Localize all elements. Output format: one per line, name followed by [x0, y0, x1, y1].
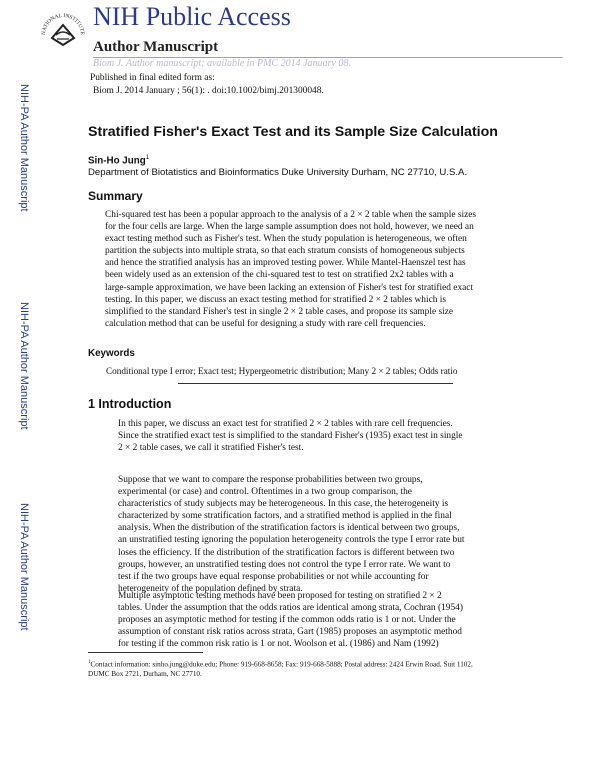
footnote-line-text: Contact information: sinho.jung@duke.edu; Phone: 919-668-8658; Fax: 919-668-5888; Postal address: 2424 Erwin Road, Suit 1102, — [90, 660, 473, 669]
introduction-paragraph — [118, 418, 518, 454]
text-line: In this paper, we discuss an exact test for stratified 2 × 2 tables with rare cell frequencies. — [118, 419, 453, 429]
text-line: Multiple asymptotic testing methods have been proposed for testing on stratified 2 × 2 — [118, 591, 442, 601]
keywords-list: Conditional type I error; Exact test; Hypergeometric distribution; Many 2 × 2 tables; Odds ratio — [106, 366, 458, 376]
author-affiliation: Department of Biotatistics and Bioinformatics Duke University Durham, NC 27710, U.S.A. — [88, 167, 468, 178]
summary-heading: Summary — [88, 189, 143, 203]
text-line: characteristics of study subjects may be heterogeneous. In this case, the heterogeneity is — [118, 499, 449, 510]
footnote-rule — [88, 652, 203, 653]
text-line: testing. In this paper, we discuss an exact testing method for stratified 2 × 2 tables which is — [105, 294, 447, 305]
text-line: experimental (or case) and control. Oftentimes in a two group comparison, the — [118, 487, 412, 498]
author-manuscript-label: Author Manuscript — [93, 39, 219, 55]
author-name — [88, 155, 149, 166]
text-line: been widely used as an extension of the chi-squared test to test on stratified 2x2 tables with a — [105, 270, 454, 281]
footnote — [88, 658, 528, 679]
text-line: Suppose that we want to compare the response probabilities between two groups, — [118, 475, 423, 485]
text-line: and hence the stratified analysis has an improved testing power. While Mantel-Haenszel test has — [105, 258, 466, 269]
side-watermark-label: NIH-PA Author Manuscript — [18, 302, 30, 430]
introduction-paragraph — [118, 590, 518, 650]
published-label: Published in final edited form as: — [90, 73, 215, 83]
author-name-text: Sin-Ho Jung — [88, 155, 146, 167]
footnote-line — [88, 658, 528, 669]
text-line: an unstratified testing ignoring the population heterogeneity controls the type I error rate but — [118, 535, 465, 546]
introduction-heading: 1 Introduction — [88, 397, 172, 411]
nih-public-access-title: NIH Public Access — [93, 2, 291, 31]
text-line: for testing if the common risk ratio is 1 or not. Woolson et al. (1986) and Nam (1992) — [118, 639, 439, 650]
text-line: for the four cells are large. When the large sample assumption does not hold, however, we need an — [105, 222, 474, 233]
text-line: analysis. When the distribution of the stratification factors is identical between two groups, — [118, 523, 460, 534]
paper-title: Stratified Fisher's Exact Test and its Sample Size Calculation — [88, 124, 498, 140]
text-line: characterized by some stratification factors, and a stratified method is applied in the final — [118, 511, 452, 522]
nih-logo — [40, 5, 86, 61]
text-line: exact testing method such as Fisher's test. When the study population is heterogeneous, we often — [105, 234, 467, 245]
text-line: simplified to the standard Fisher's test in single 2 × 2 table cases, and propose its sample size — [105, 306, 454, 317]
keywords-heading: Keywords — [88, 348, 135, 359]
text-line: assumption of constant risk ratios across strata, Gart (1985) proposes an asymptotic method — [118, 627, 462, 638]
text-line: Chi-squared test has been a popular approach to the analysis of a 2 × 2 table when the sample sizes — [105, 210, 477, 220]
text-line: test if the two groups have equal response probabilities or not while accounting for — [118, 571, 429, 582]
publication-citation: Biom J. 2014 January ; 56(1): . doi:10.1002/bimj.201300048. — [93, 86, 324, 96]
text-line: 2 × 2 table cases, we call it stratified Fisher's test. — [118, 443, 304, 454]
keywords-rule — [178, 383, 453, 384]
introduction-paragraph — [118, 474, 518, 595]
text-line: tables. Under the assumption that the odds ratios are identical among strata, Cochran (1954) — [118, 603, 463, 614]
text-line: partition the subjects into multiple strata, so that each stratum consists of homogeneous subjects — [105, 246, 465, 257]
side-watermark-label: NIH-PA Author Manuscript — [18, 84, 30, 212]
text-line: calculation method that can be useful for designing a study with rare cell frequencies. — [105, 318, 426, 329]
footnote-line: DUMC Box 2721, Durham, NC 27710. — [88, 670, 202, 679]
text-line: proposes an asymptotic method for testing if the common odds ratio is 1 or not. Under the — [118, 615, 456, 626]
text-line: large-sample approximation, we have been lacking an extension of Fisher's test for stratified exact — [105, 282, 474, 293]
logo-ring-text: NATIONAL INSTITUTE — [40, 12, 86, 36]
text-line: heterogeneity of the population defined by strata. — [118, 583, 303, 594]
footnote-mark: 1 — [88, 660, 91, 665]
author-footnote-mark: 1 — [145, 155, 150, 161]
text-line: groups, however, an unstratified testing does not control the type I error rate. We want to — [118, 559, 451, 570]
text-line: Since the stratified exact test is simplified to the standard Fisher's (1935) exact test in single — [118, 431, 463, 442]
journal-availability-line: Biom J. Author manuscript; available in PMC 2014 January 08. — [93, 58, 351, 69]
side-watermark-label: NIH-PA Author Manuscript — [18, 503, 30, 631]
summary-paragraph — [105, 209, 525, 330]
text-line: loses the efficiency. If the distribution of the stratification factors is different between two — [118, 547, 455, 558]
